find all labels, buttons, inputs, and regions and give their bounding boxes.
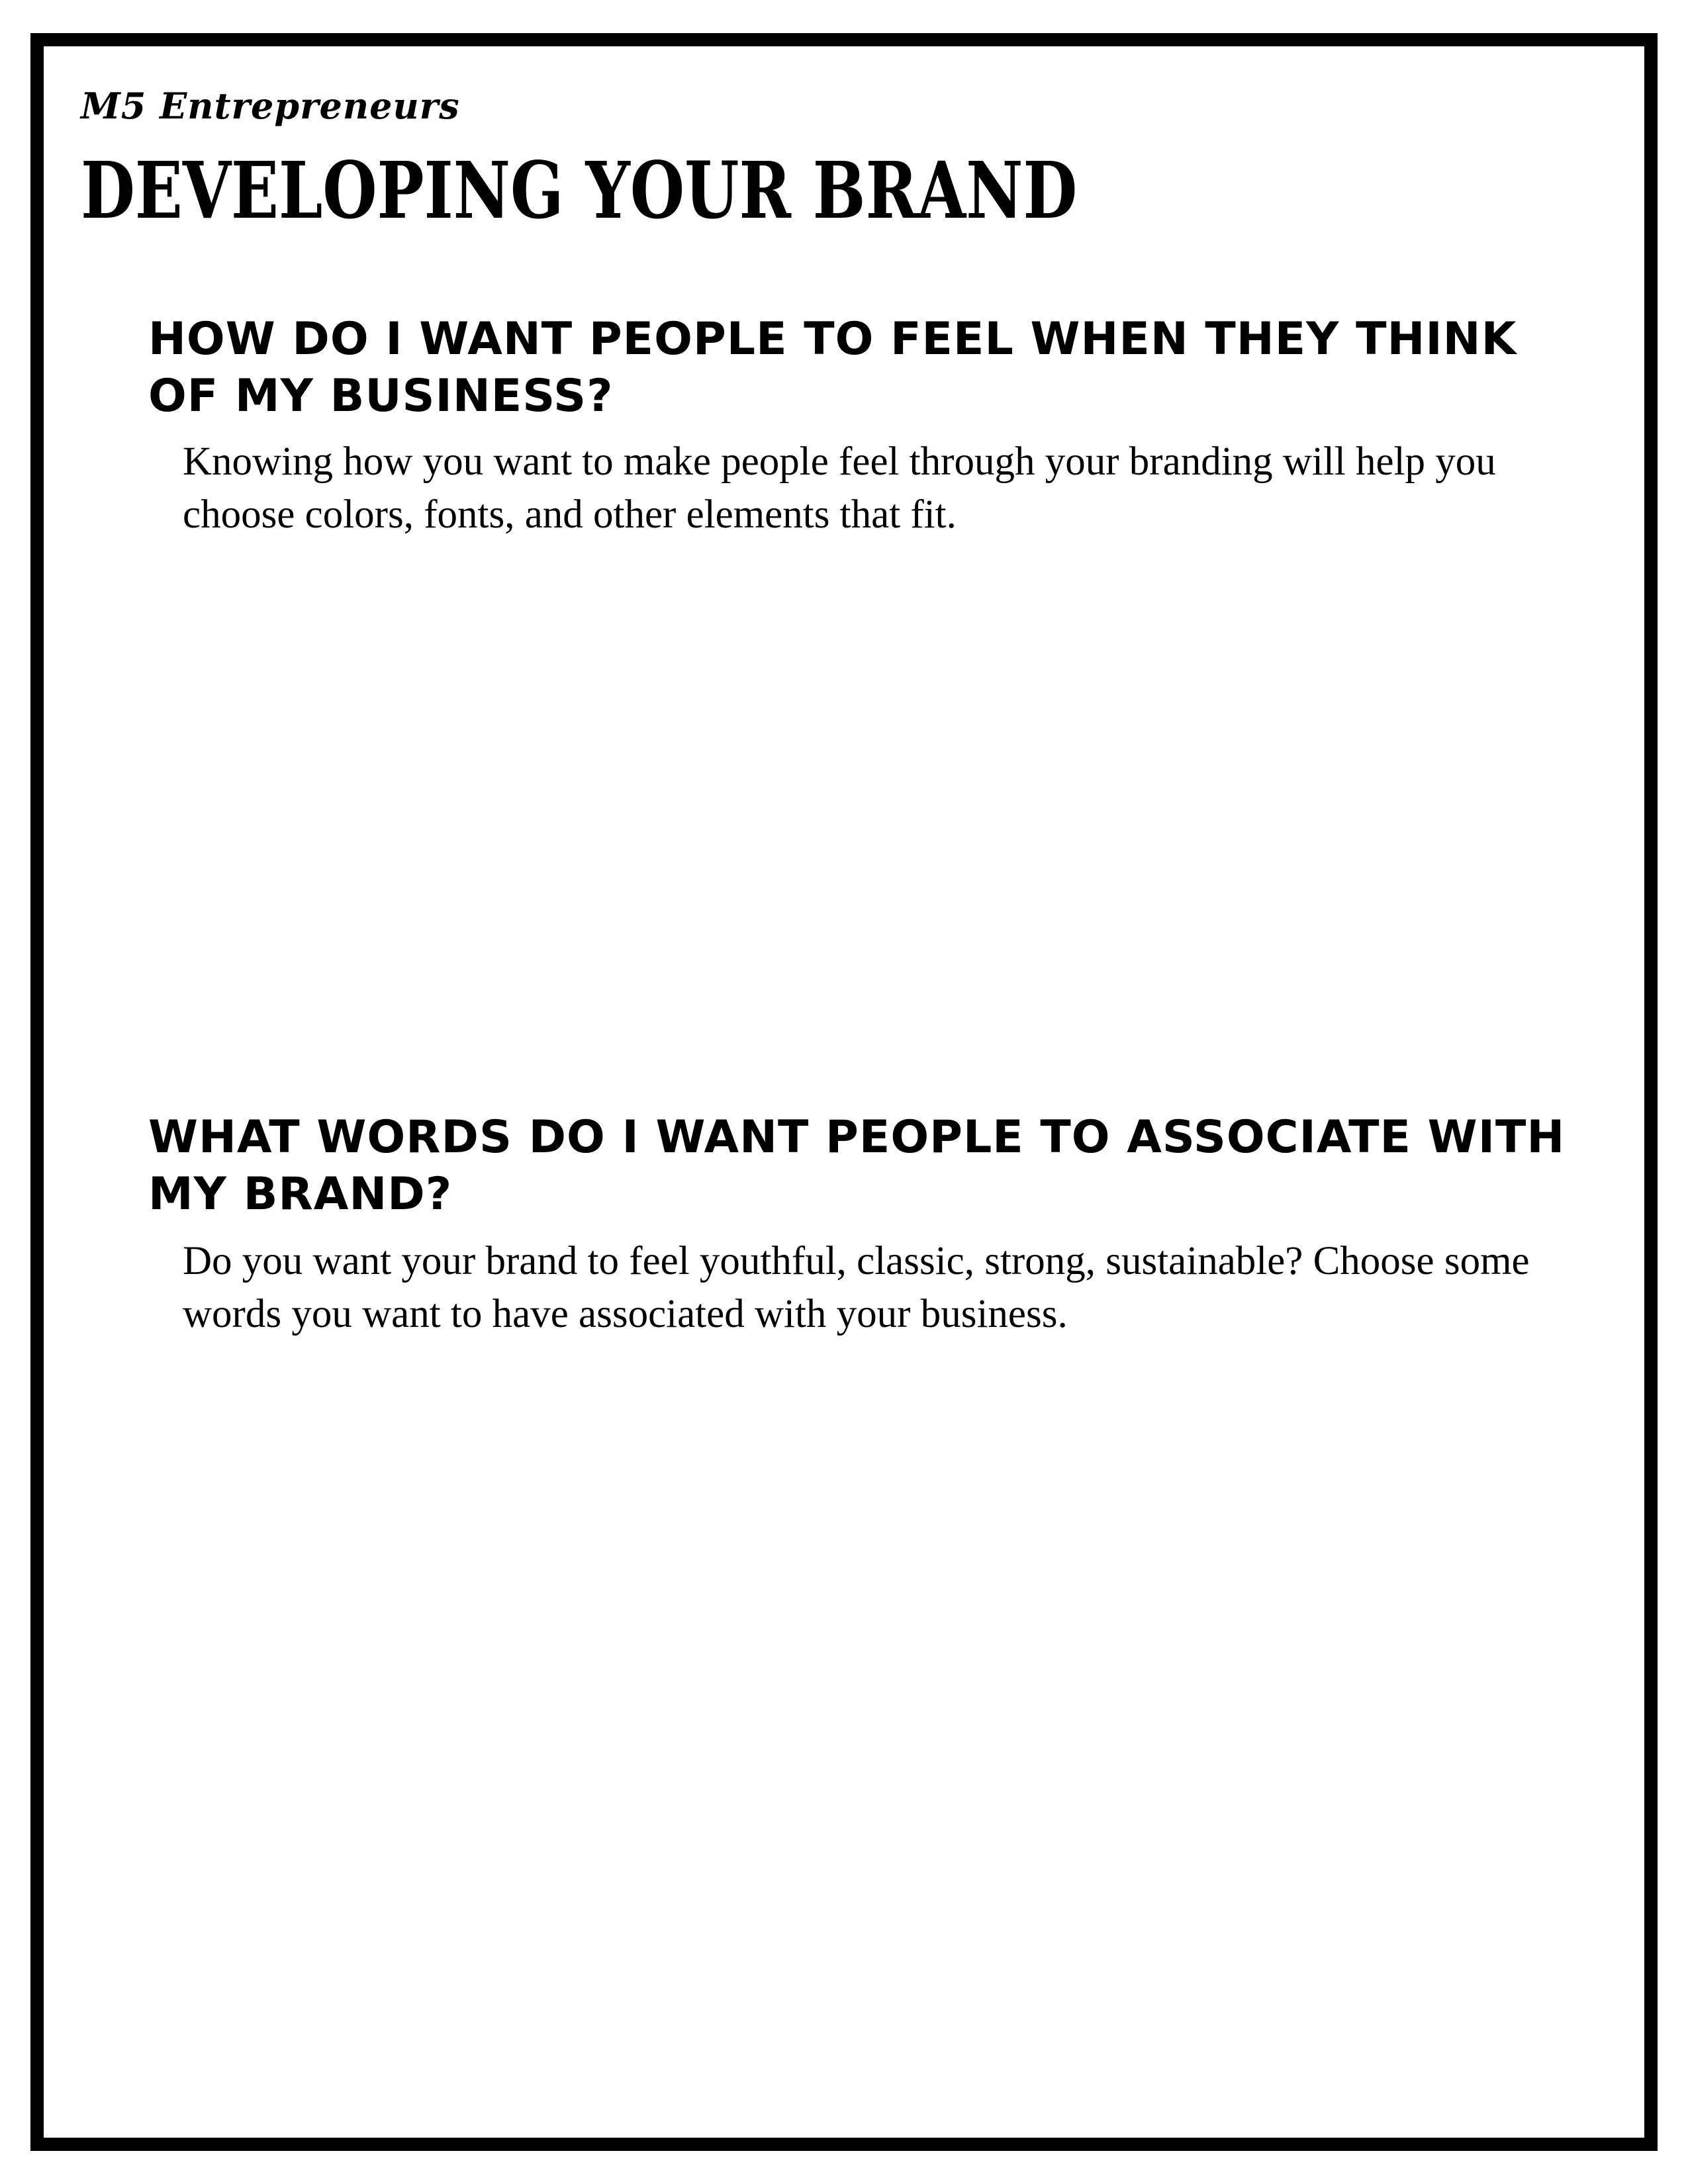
description-feelings: Knowing how you want to make people feel through your branding will help you choose colors, fonts, and other elements that fit. bbox=[183, 439, 1496, 537]
answer-area-words[interactable] bbox=[148, 1357, 1571, 2098]
organization-name: M5 Entrepreneurs bbox=[81, 85, 460, 127]
answer-area-feelings[interactable] bbox=[148, 556, 1571, 1085]
page-title: DEVELOPING YOUR BRAND bbox=[81, 144, 1078, 236]
question-words: WHAT WORDS DO I WANT PEOPLE TO ASSOCIATE WITH MY BRAND? bbox=[148, 1111, 1566, 1220]
question-feelings: HOW DO I WANT PEOPLE TO FEEL WHEN THEY THINK OF MY BUSINESS? bbox=[148, 313, 1517, 422]
description-words: Do you want your brand to feel youthful, classic, strong, sustainable? Choose some words you want to have associated with your business. bbox=[183, 1239, 1530, 1336]
